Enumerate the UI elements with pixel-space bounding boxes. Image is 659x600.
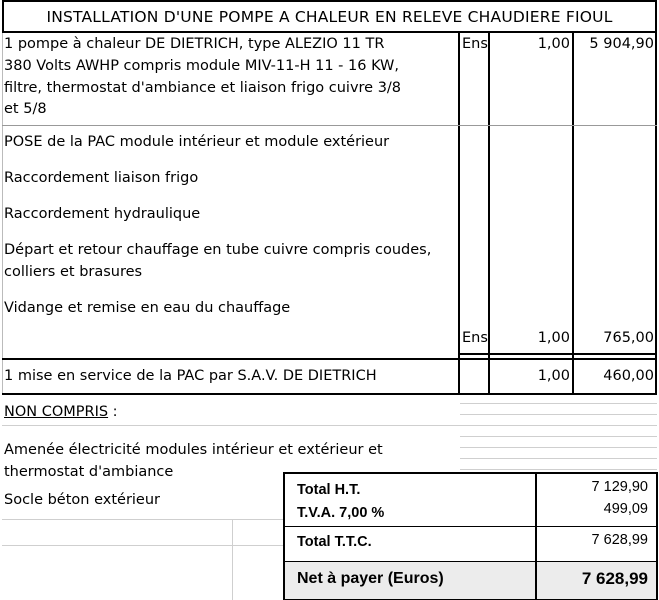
grid-line [2, 545, 283, 546]
net-a-payer-value: 7 628,99 [581, 569, 648, 588]
service-qty: 1,00 [537, 368, 570, 384]
grid-line [460, 403, 657, 404]
pose-line-4a: Départ et retour chauffage en tube cuivre compris coudes, [4, 242, 432, 258]
pose-line-2: Raccordement liaison frigo [4, 170, 199, 186]
grid-line [232, 519, 233, 600]
column-divider-left [2, 33, 3, 393]
grid-line [2, 425, 657, 426]
total-ttc-value: 7 628,99 [591, 532, 648, 548]
grid-line [460, 458, 657, 459]
non-compris-line-3: Socle béton extérieur [4, 492, 161, 508]
document-title: INSTALLATION D'UNE POMPE A CHALEUR EN RELEVE CHAUDIERE FIOUL [2, 0, 657, 33]
row-divider-4 [2, 393, 657, 395]
item1-line-3: filtre, thermostat d'ambiance et liaison frigo cuivre 3/8 [4, 80, 402, 96]
net-a-payer-label: Net à payer (Euros) [297, 570, 444, 587]
item1-price: 5 904,90 [589, 36, 654, 52]
column-divider-description [458, 33, 460, 393]
grid-line [460, 447, 657, 448]
tva-value: 499,09 [603, 501, 648, 517]
item1-unit: Ens [462, 36, 488, 52]
non-compris-line-1: Amenée électricité modules intérieur et extérieur et [4, 442, 383, 458]
tva-label: T.V.A. 7,00 % [297, 505, 385, 521]
total-ht-label: Total H.T. [297, 482, 361, 498]
totals-box [283, 472, 658, 600]
pose-line-4b: colliers et brasures [4, 264, 143, 280]
pose-line-3: Raccordement hydraulique [4, 206, 201, 222]
total-ht-value: 7 129,90 [591, 479, 648, 495]
grid-line [460, 436, 657, 437]
non-compris-heading-text: NON COMPRIS [4, 404, 109, 420]
service-price: 460,00 [603, 368, 654, 384]
row-divider-3 [2, 358, 657, 360]
pose-unit: Ens [462, 330, 488, 346]
row-divider-2 [458, 353, 657, 355]
non-compris-heading [4, 402, 118, 423]
pose-line-1: POSE de la PAC module intérieur et module extérieur [4, 134, 390, 150]
totals-divider-ttc [285, 526, 656, 527]
grid-line [460, 414, 657, 415]
net-a-payer-row [285, 561, 656, 599]
item1-line-2: 380 Volts AWHP compris module MIV-11-H 11 - 16 KW, [4, 58, 400, 74]
pose-qty: 1,00 [537, 330, 570, 346]
item1-line-1: 1 pompe à chaleur DE DIETRICH, type ALEZIO 11 TR [4, 36, 385, 52]
pose-line-5: Vidange et remise en eau du chauffage [4, 300, 291, 316]
net-divider-vertical [535, 562, 537, 599]
item1-line-4: et 5/8 [4, 101, 47, 117]
non-compris-line-2: thermostat d'ambiance [4, 464, 174, 480]
pose-price: 765,00 [603, 330, 654, 346]
grid-line [460, 469, 657, 470]
service-line: 1 mise en service de la PAC par S.A.V. DE DIETRICH [4, 368, 377, 384]
item1-qty: 1,00 [537, 36, 570, 52]
column-divider-right [655, 33, 657, 393]
total-ttc-label: Total T.T.C. [297, 534, 372, 550]
row-divider-1 [2, 125, 657, 126]
grid-line [2, 519, 283, 520]
non-compris-colon: : [108, 404, 118, 420]
